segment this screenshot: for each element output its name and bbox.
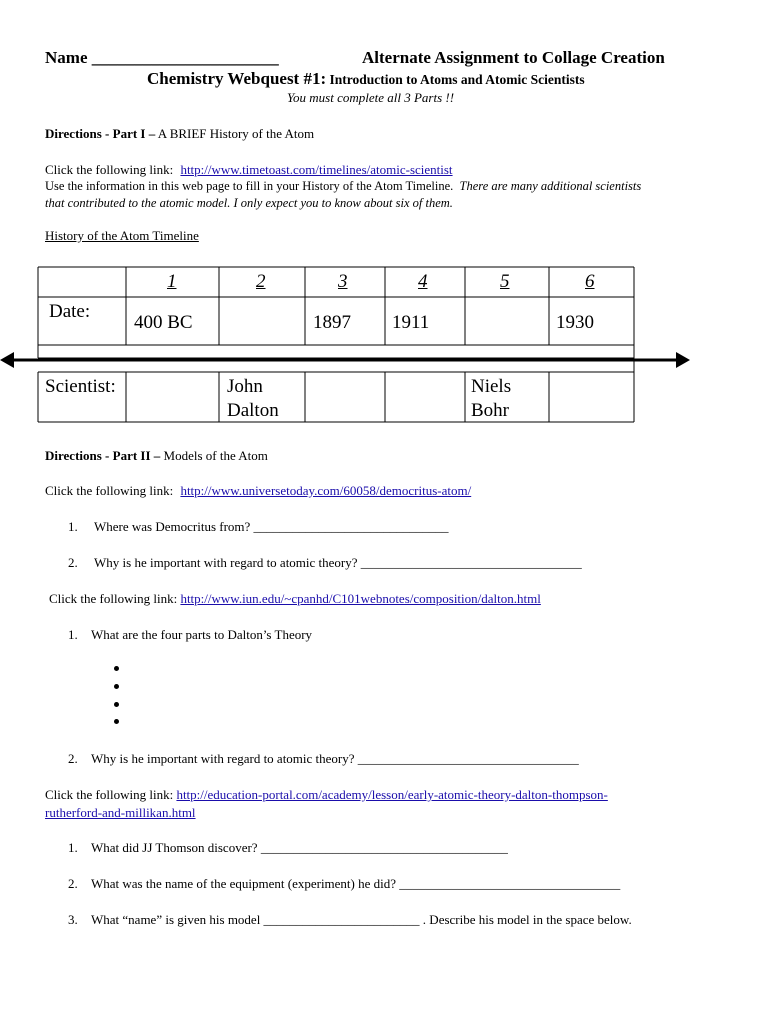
part2-link2-line: [49, 591, 541, 607]
date-cell-6: 1930: [556, 312, 594, 333]
part1-link-prefix: Click the following link:: [45, 162, 174, 177]
scientist-cell-5-line1: Niels: [471, 376, 512, 397]
q4-text: Why is he important with regard to atomic theory? __________________________________: [91, 751, 579, 766]
dalton-bullet-1: [114, 666, 119, 671]
part1-directions-text: A BRIEF History of the Atom: [155, 126, 315, 141]
q6-number: 2.: [68, 876, 78, 891]
timeline-number-6: 6: [585, 271, 595, 292]
date-cell-1: 400 BC: [134, 312, 193, 333]
part2-link3-prefix: Click the following link:: [45, 787, 174, 802]
date-label: Date:: [49, 301, 91, 322]
q3-text: What are the four parts to Dalton’s Theory: [91, 627, 313, 642]
alternate-assignment-heading: Alternate Assignment to Collage Creation: [362, 48, 665, 67]
dalton-bullet-4: [114, 719, 119, 724]
page-subtitle: You must complete all 3 Parts !!: [287, 90, 455, 105]
timeline-heading: History of the Atom Timeline: [45, 228, 199, 243]
part2-directions: [45, 448, 268, 464]
scientist-cell-2-line2: Dalton: [227, 400, 279, 421]
timeline-arrow-right: [676, 352, 690, 368]
page-title-rest: Introduction to Atoms and Atomic Scientists: [326, 72, 585, 87]
timeline-number-1: 1: [167, 271, 177, 292]
q1-text: Where was Democritus from? ______________________________: [94, 519, 449, 534]
part2-link1-prefix: Click the following link:: [45, 483, 174, 498]
timeline-number-5: 5: [500, 271, 510, 292]
dalton-bullet-3: [114, 702, 119, 707]
date-cell-3: 1897: [313, 312, 351, 333]
timetoast-link[interactable]: http://www.timetoast.com/timelines/atomic-scientist: [180, 162, 453, 177]
part1-info-italic: There are many additional scientists: [459, 179, 642, 193]
education-portal-link-line1[interactable]: http://education-portal.com/academy/lesson/early-atomic-theory-dalton-thompson-: [176, 787, 608, 802]
part1-directions-label: Directions - Part I –: [45, 126, 156, 141]
timeline-table: [0, 0, 770, 440]
date-cell-4: 1911: [392, 312, 430, 333]
q2-text: Why is he important with regard to atomic theory? __________________________________: [94, 555, 582, 570]
dalton-bullet-2: [114, 684, 119, 689]
name-line: Name ______________________: [45, 48, 279, 67]
timeline-number-3: 3: [338, 271, 348, 292]
scientist-cell-2-line1: John: [227, 376, 263, 397]
universetoday-link[interactable]: http://www.universetoday.com/60058/democritus-atom/: [180, 483, 472, 498]
education-portal-link-line2[interactable]: rutherford-and-millikan.html: [45, 805, 196, 820]
part2-directions-label: Directions - Part II –: [45, 448, 161, 463]
q7-text: What “name” is given his model ________________________ . Describe his model in the space below.: [91, 912, 632, 927]
q1-number: 1.: [68, 519, 78, 534]
part2-link2-prefix: Click the following link:: [49, 591, 178, 606]
scientist-label: Scientist:: [45, 376, 116, 397]
q4-number: 2.: [68, 751, 78, 766]
part1-info-plain: Use the information in this web page to fill in your History of the Atom Timeline.: [45, 179, 454, 193]
q7-number: 3.: [68, 912, 78, 927]
part2-directions-text: Models of the Atom: [160, 448, 268, 463]
timeline-arrow-left: [0, 352, 14, 368]
part1-info-line2: that contributed to the atomic model. I only expect you to know about six of them.: [45, 196, 453, 210]
q2-number: 2.: [68, 555, 78, 570]
q3-number: 1.: [68, 627, 78, 642]
dalton-link[interactable]: http://www.iun.edu/~cpanhd/C101webnotes/composition/dalton.html: [180, 591, 541, 606]
q6-text: What was the name of the equipment (experiment) he did? __________________________________: [91, 876, 621, 891]
part2-link3-line: [45, 787, 608, 803]
page-title-bold: Chemistry Webquest #1:: [147, 69, 327, 88]
timeline-number-2: 2: [256, 271, 266, 292]
q5-number: 1.: [68, 840, 78, 855]
part2-link1-line: [45, 483, 471, 499]
timeline-number-4: 4: [418, 271, 428, 292]
scientist-cell-5-line2: Bohr: [471, 400, 509, 421]
q5-text: What did JJ Thomson discover? ______________________________________: [91, 840, 508, 855]
